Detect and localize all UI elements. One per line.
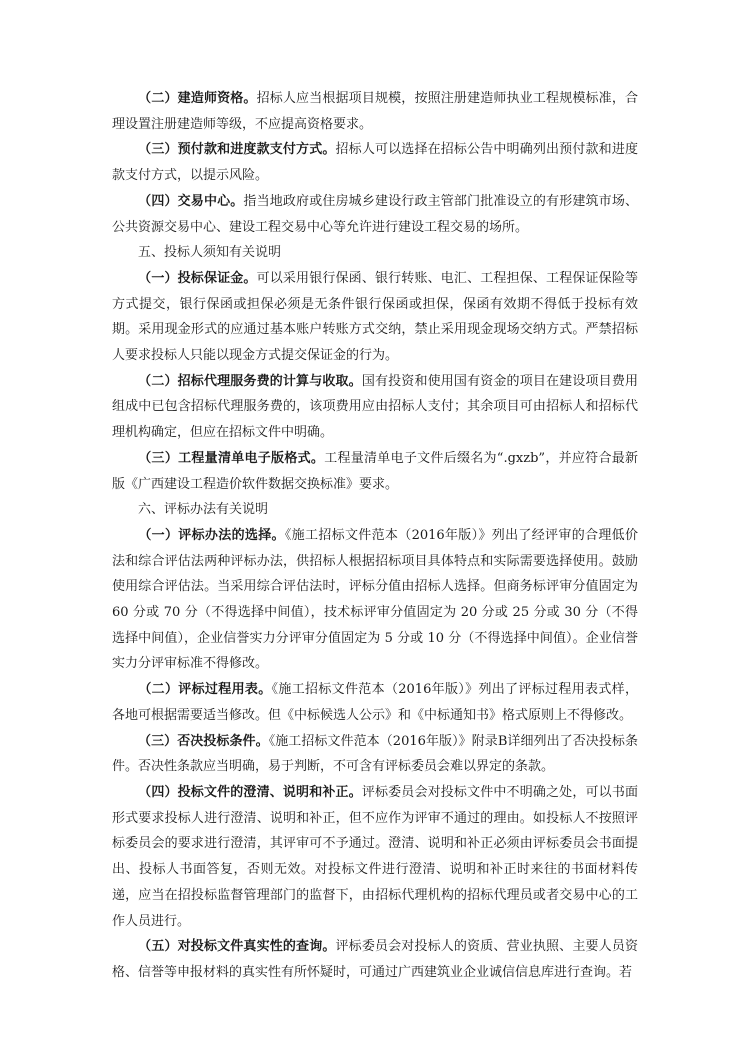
paragraph-body: 评标委员会对投标人的资质、营业执照、主要人员资格、信誉等申报材料的真实性有所怀疑时，可通过广西建筑业企业诚信信息库进行查询。若 <box>112 939 638 980</box>
paragraph-lead: （四）投标文件的澄清、说明和补正。 <box>138 784 362 800</box>
paragraph-body: 评标委员会对投标文件中不明确之处，可以书面形式要求投标人进行澄清、说明和补正，但不应作为评审不通过的理由。如投标人不按照评标委员会的要求进行澄清，其评审可不予通过。澄清、说明和补正必须由评标委员会书面提出、投标人书面答复，否则无效。对投标文件进行澄清、说明和补正时来往的书面材料传递，应当在招投标监督管理部门的监督下，由招标代理机构的招标代理员或者交易中心的工作人员进行。 <box>112 784 638 929</box>
section-heading: 六、评标办法有关说明 <box>138 502 269 518</box>
section-heading: 五、投标人须知有关说明 <box>138 245 282 261</box>
paragraph-body: 《施工招标文件范本（2016年版）》列出了经评审的合理低价法和综合评估法两种评标办法，供招标人根据招标项目具体特点和实际需要选择使用。鼓励使用综合评估法。当采用综合评估法时，评标分值由招标人选择。但商务标评审分值固定为 60 分或 70 分（不得选择中间值），技术标评审分值固定为 20 分或 25 分或 30 分（不得选择中间值），企业信誉实力分评审分值固定为 5 分或 10 分（不得选择中间值）。企业信誉实力分评审标准不得修改。 <box>112 527 638 672</box>
document-body <box>112 86 638 986</box>
paragraph-lead: （一）投标保证金。 <box>138 270 257 286</box>
paragraph <box>112 266 638 369</box>
paragraph <box>112 189 638 240</box>
paragraph <box>112 523 638 677</box>
paragraph-lead: （三）否决投标条件。 <box>138 733 269 749</box>
paragraph <box>112 780 638 934</box>
paragraph <box>112 934 638 985</box>
paragraph <box>112 677 638 728</box>
paragraph-lead: （三）预付款和进度款支付方式。 <box>138 142 336 158</box>
paragraph-lead: （一）评标办法的选择。 <box>138 527 285 543</box>
paragraph-body: 可以采用银行保函、银行转账、电汇、工程担保、工程保证保险等方式提交，银行保函或担保必须是无条件银行保函或担保，保函有效期不得低于投标有效期。采用现金形式的应通过基本账户转账方式交纳，禁止采用现金现场交纳方式。严禁招标人要求投标人只能以现金方式提交保证金的行为。 <box>112 270 638 364</box>
paragraph-body: 指当地政府或住房城乡建设行政主管部门批准设立的有形建筑市场、公共资源交易中心、建设工程交易中心等允许进行建设工程交易的场所。 <box>112 193 638 235</box>
paragraph <box>112 137 638 188</box>
paragraph-lead: （五）对投标文件真实性的查询。 <box>138 939 336 955</box>
paragraph-body: 工程量清单电子文件后缀名为“.gxzb”，并应符合最新版《广西建设工程造价软件数据交换标准》要求。 <box>112 450 638 492</box>
paragraph-body: 招标人应当根据项目规模，按照注册建造师执业工程规模标准，合理设置注册建造师等级，不应提高资格要求。 <box>112 91 638 132</box>
paragraph <box>112 446 638 497</box>
paragraph-body: 《施工招标文件范本（2016年版）》列出了评标过程用表式样，各地可根据需要适当修改。但《中标候选人公示》和《中标通知书》格式原则上不得修改。 <box>112 682 638 723</box>
paragraph-body: 招标人可以选择在招标公告中明确列出预付款和进度款支付方式，以提示风险。 <box>112 142 638 184</box>
paragraph-lead: （二）建造师资格。 <box>138 91 257 106</box>
paragraph-lead: （三）工程量清单电子版格式。 <box>138 450 325 466</box>
paragraph-lead: （二）招标代理服务费的计算与收取。 <box>138 373 362 389</box>
paragraph <box>112 729 638 780</box>
paragraph-lead: （二）评标过程用表。 <box>138 682 272 698</box>
paragraph-lead: （四）交易中心。 <box>138 193 244 209</box>
paragraph-body: 《施工招标文件范本（2016年版）》附录B详细列出了否决投标条件。否决性条款应当明确，易于判断，不可含有评标委员会难以界定的条款。 <box>112 733 638 775</box>
paragraph <box>112 86 638 137</box>
paragraph <box>112 369 638 446</box>
paragraph-body: 国有投资和使用国有资金的项目在建设项目费用组成中已包含招标代理服务费的，该项费用应由招标人支付；其余项目可由招标人和招标代理机构确定，但应在招标文件中明确。 <box>112 373 638 441</box>
